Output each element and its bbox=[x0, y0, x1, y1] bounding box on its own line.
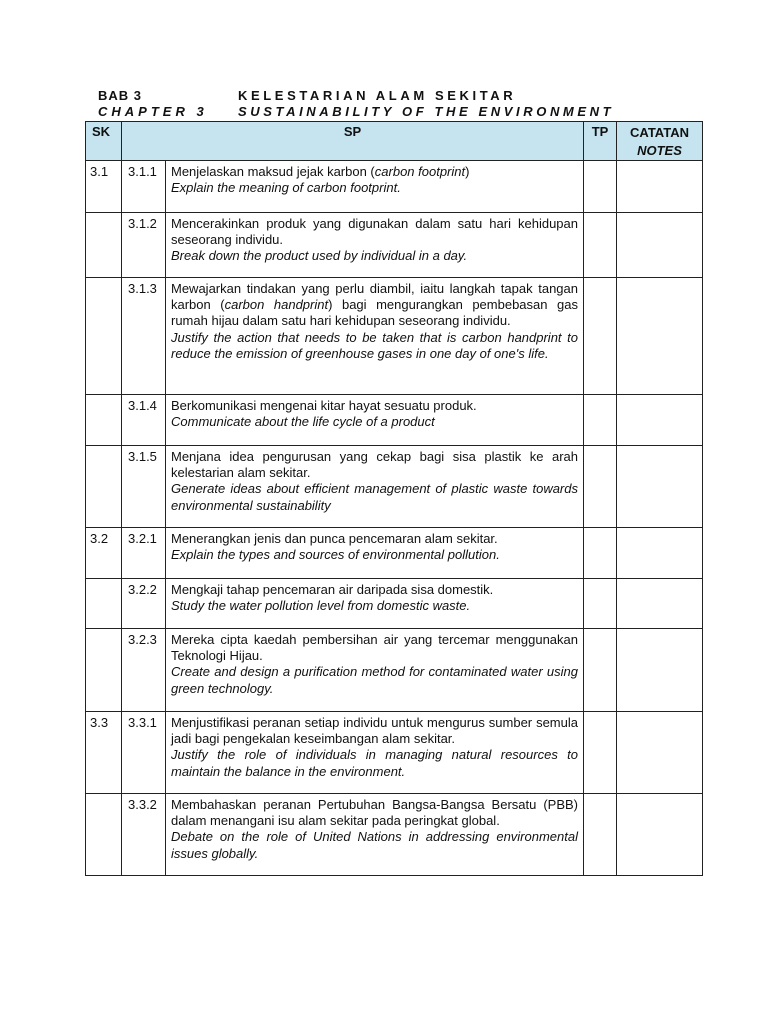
description-english: Explain the types and sources of environmental pollution. bbox=[171, 547, 500, 563]
sp-description-cell bbox=[166, 579, 584, 629]
table-header-row bbox=[86, 122, 703, 161]
tp-cell[interactable] bbox=[584, 213, 617, 278]
notes-cell[interactable] bbox=[617, 395, 703, 446]
notes-cell[interactable] bbox=[617, 579, 703, 629]
sp-description-cell bbox=[166, 161, 584, 213]
description-english: Create and design a purification method for contaminated water using green technology. bbox=[171, 664, 578, 696]
description-malay-text: Mereka cipta kaedah pembersihan air yang tercemar menggunakan Teknologi Hijau. bbox=[171, 632, 578, 664]
description-malay-text: Mengkaji tahap pencemaran air daripada sisa domestik. bbox=[171, 582, 494, 597]
notes-cell[interactable] bbox=[617, 629, 703, 712]
table-row bbox=[86, 794, 703, 876]
table-row bbox=[86, 213, 703, 278]
tp-cell[interactable] bbox=[584, 278, 617, 395]
sk-cell bbox=[86, 395, 122, 446]
sp-code-cell: 3.1.1 bbox=[122, 161, 166, 213]
description-malay-term: carbon handprint bbox=[224, 297, 329, 313]
description-malay-text: Menjana idea pengurusan yang cekap bagi sisa plastik ke arah kelestarian alam sekitar. bbox=[171, 449, 578, 481]
notes-cell[interactable] bbox=[617, 278, 703, 395]
sp-code-cell: 3.1.4 bbox=[122, 395, 166, 446]
description-malay-text-end: ) bbox=[465, 164, 470, 179]
tp-cell[interactable] bbox=[584, 395, 617, 446]
bab-title: KELESTARIAN ALAM SEKITAR bbox=[238, 88, 517, 103]
description-malay-text: Menjustifikasi peranan setiap individu untuk mengurus sumber semula jadi bagi pengekalan keseimbangan alam sekitar. bbox=[171, 715, 578, 747]
sp-description-cell bbox=[166, 794, 584, 876]
description-malay bbox=[171, 164, 578, 180]
sp-description-cell bbox=[166, 712, 584, 794]
sp-description-cell bbox=[166, 446, 584, 528]
description-malay bbox=[171, 531, 578, 547]
header-notes-label: NOTES bbox=[637, 143, 682, 158]
chapter-label: CHAPTER 3 bbox=[98, 104, 208, 119]
table-row bbox=[86, 161, 703, 213]
sp-description-cell bbox=[166, 395, 584, 446]
description-malay bbox=[171, 449, 578, 481]
description-malay-text: Mencerakinkan produk yang digunakan dalam satu hari kehidupan seseorang individu. bbox=[171, 216, 578, 248]
header-catatan-label: CATATAN bbox=[630, 125, 689, 140]
description-malay-term: carbon footprint bbox=[374, 164, 466, 179]
description-english: Debate on the role of United Nations in addressing environmental issues globally. bbox=[171, 829, 578, 861]
bab-label: BAB 3 bbox=[98, 88, 143, 103]
sp-code-cell: 3.1.2 bbox=[122, 213, 166, 278]
tp-cell[interactable] bbox=[584, 579, 617, 629]
header-tp: TP bbox=[584, 122, 617, 161]
header-sk: SK bbox=[86, 122, 122, 161]
sp-description-cell bbox=[166, 528, 584, 579]
notes-cell[interactable] bbox=[617, 528, 703, 579]
description-malay bbox=[171, 216, 578, 248]
notes-cell[interactable] bbox=[617, 213, 703, 278]
notes-cell[interactable] bbox=[617, 446, 703, 528]
description-english: Break down the product used by individual in a day. bbox=[171, 248, 468, 264]
description-malay-text: Berkomunikasi mengenai kitar hayat sesuatu produk. bbox=[171, 398, 477, 413]
description-english: Explain the meaning of carbon footprint. bbox=[171, 180, 401, 196]
table-row bbox=[86, 579, 703, 629]
notes-cell[interactable] bbox=[617, 161, 703, 213]
sk-cell bbox=[86, 446, 122, 528]
sp-code-cell: 3.2.2 bbox=[122, 579, 166, 629]
description-malay bbox=[171, 715, 578, 747]
table-row bbox=[86, 712, 703, 794]
header-catatan bbox=[617, 122, 703, 161]
description-malay bbox=[171, 632, 578, 664]
sp-description-cell bbox=[166, 278, 584, 395]
description-english: Justify the role of individuals in managing natural resources to maintain the balance in the environment. bbox=[171, 747, 578, 779]
tp-cell[interactable] bbox=[584, 446, 617, 528]
tp-cell[interactable] bbox=[584, 161, 617, 213]
table-row bbox=[86, 629, 703, 712]
sk-cell: 3.1 bbox=[86, 161, 122, 213]
table-row bbox=[86, 446, 703, 528]
description-malay-text: Mewajarkan tindakan yang perlu diambil, iaitu langkah tapak tangan karbon ( bbox=[171, 281, 578, 313]
chapter-title: SUSTAINABILITY OF THE ENVIRONMENT bbox=[238, 104, 615, 119]
description-malay bbox=[171, 582, 578, 598]
sk-cell bbox=[86, 629, 122, 712]
tp-cell[interactable] bbox=[584, 712, 617, 794]
sp-code-cell: 3.3.1 bbox=[122, 712, 166, 794]
description-malay-text: Menerangkan jenis dan punca pencemaran alam sekitar. bbox=[171, 531, 498, 546]
header-sp: SP bbox=[122, 122, 584, 161]
description-english: Generate ideas about efficient management of plastic waste towards environmental sustainability bbox=[171, 481, 578, 513]
sp-code-cell: 3.2.3 bbox=[122, 629, 166, 712]
chapter-heading-english bbox=[98, 104, 614, 119]
tp-cell[interactable] bbox=[584, 528, 617, 579]
sk-cell bbox=[86, 794, 122, 876]
description-malay-text: Menjelaskan maksud jejak karbon ( bbox=[171, 164, 375, 179]
table-row bbox=[86, 528, 703, 579]
sk-cell bbox=[86, 278, 122, 395]
description-malay-text-end: ) bagi mengurangkan pembebasan gas rumah hijau dalam satu hari kehidupan seseorang individu. bbox=[171, 297, 578, 329]
sp-code-cell: 3.1.3 bbox=[122, 278, 166, 395]
sp-description-cell bbox=[166, 213, 584, 278]
tp-cell[interactable] bbox=[584, 629, 617, 712]
sp-code-cell: 3.3.2 bbox=[122, 794, 166, 876]
tp-cell[interactable] bbox=[584, 794, 617, 876]
description-english: Study the water pollution level from domestic waste. bbox=[171, 598, 471, 614]
sk-cell bbox=[86, 213, 122, 278]
table-row bbox=[86, 278, 703, 395]
table-row bbox=[86, 395, 703, 446]
description-english: Communicate about the life cycle of a product bbox=[171, 414, 435, 430]
sk-cell: 3.3 bbox=[86, 712, 122, 794]
sp-code-cell: 3.1.5 bbox=[122, 446, 166, 528]
sk-cell bbox=[86, 579, 122, 629]
sp-description-cell bbox=[166, 629, 584, 712]
notes-cell[interactable] bbox=[617, 712, 703, 794]
sk-cell: 3.2 bbox=[86, 528, 122, 579]
notes-cell[interactable] bbox=[617, 794, 703, 876]
description-malay-text: Membahaskan peranan Pertubuhan Bangsa-Bangsa Bersatu (PBB) dalam menangani isu alam sekitar pada peringkat global. bbox=[171, 797, 578, 829]
standards-table bbox=[85, 121, 703, 876]
chapter-heading-malay bbox=[98, 88, 516, 103]
sp-code-cell: 3.2.1 bbox=[122, 528, 166, 579]
description-malay bbox=[171, 281, 578, 330]
description-malay bbox=[171, 797, 578, 829]
description-malay bbox=[171, 398, 578, 414]
description-english: Justify the action that needs to be taken that is carbon handprint to reduce the emission of greenhouse gases in one day of one's life. bbox=[171, 329, 578, 361]
